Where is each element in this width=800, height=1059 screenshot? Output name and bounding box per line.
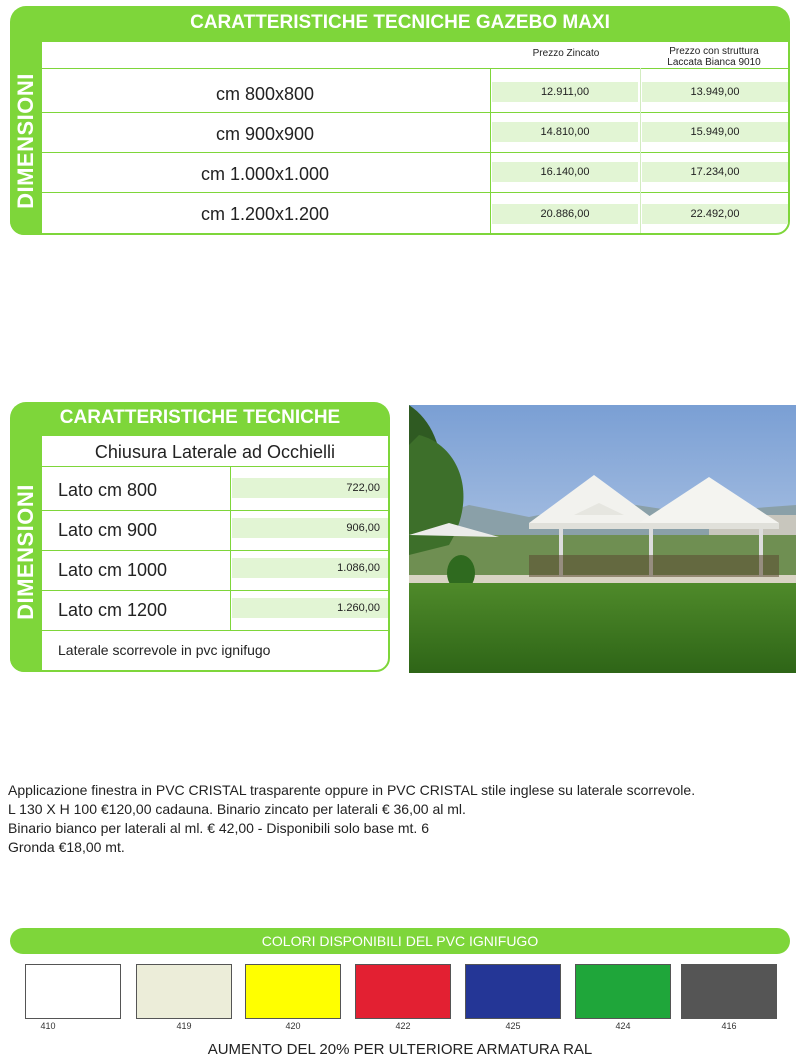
dimensions-side-tab <box>10 40 42 235</box>
info-line-3: Binario bianco per laterali al ml. € 42,00 - Disponibili solo base mt. 6 <box>8 820 429 836</box>
window-application-info <box>8 781 798 857</box>
color-code: 416 <box>721 1021 737 1031</box>
row-divider <box>42 590 388 591</box>
table-row: cm 1.200x1.200 <box>200 204 330 224</box>
color-swatch <box>136 964 232 1019</box>
closure-subtitle: Chiusura Laterale ad Occhielli <box>94 442 336 462</box>
row-divider <box>42 510 388 511</box>
price-laccata: 15.949,00 <box>642 122 788 142</box>
color-swatch <box>681 964 777 1019</box>
row-divider <box>42 68 788 69</box>
price-laccata: 13.949,00 <box>642 82 788 102</box>
gazebo-photo-illustration <box>409 405 796 673</box>
side-closure-table <box>10 434 390 672</box>
dimensions-side-label: DIMENSIONI <box>13 484 38 620</box>
color-swatch <box>355 964 451 1019</box>
row-divider <box>42 112 788 113</box>
price-laccata: 17.234,00 <box>642 162 788 182</box>
dimensions-side-tab <box>10 434 42 672</box>
table-row: cm 800x800 <box>215 84 315 104</box>
col-header-laccata-line1: Prezzo con struttura <box>669 46 759 57</box>
gazebo-photo <box>409 405 796 673</box>
ral-surcharge-note: AUMENTO DEL 20% PER ULTERIORE ARMATURA RAL <box>207 1041 593 1058</box>
price-zincato: 16.140,00 <box>492 162 638 182</box>
info-line-1: Applicazione finestra in PVC CRISTAL trasparente oppure in PVC CRISTAL stile inglese su laterale scorrevole. <box>8 782 696 798</box>
gazebo-maxi-title: CARATTERISTICHE TECNICHE GAZEBO MAXI <box>10 6 790 40</box>
row-divider <box>42 152 788 153</box>
sliding-side-note: Laterale scorrevole in pvc ignifugo <box>58 642 271 658</box>
table-row: cm 900x900 <box>215 124 315 144</box>
color-code: 410 <box>40 1021 56 1031</box>
info-line-4: Gronda €18,00 mt. <box>8 839 125 855</box>
row-divider <box>42 192 788 193</box>
gazebo-maxi-table <box>10 40 790 235</box>
color-code: 424 <box>615 1021 631 1031</box>
row-divider <box>42 630 388 631</box>
color-swatch <box>575 964 671 1019</box>
color-swatch <box>245 964 341 1019</box>
color-swatch <box>25 964 121 1019</box>
price-laccata: 22.492,00 <box>642 204 788 224</box>
list-item: Lato cm 900 <box>58 520 158 540</box>
color-code: 422 <box>395 1021 411 1031</box>
dimensions-side-label: DIMENSIONI <box>13 73 38 209</box>
colors-title: COLORI DISPONIBILI DEL PVC IGNIFUGO <box>10 928 790 954</box>
side-closure-title: CARATTERISTICHE TECNICHE <box>10 402 390 434</box>
color-code: 420 <box>285 1021 301 1031</box>
price-zincato: 20.886,00 <box>492 204 638 224</box>
column-divider <box>230 466 231 630</box>
list-item: Lato cm 800 <box>58 480 158 500</box>
list-item: Lato cm 1000 <box>58 560 168 580</box>
lato-price: 906,00 <box>232 518 388 538</box>
list-item: Lato cm 1200 <box>58 600 168 620</box>
lato-price: 722,00 <box>232 478 388 498</box>
color-code: 419 <box>176 1021 192 1031</box>
lato-price: 1.260,00 <box>232 598 388 618</box>
color-code: 425 <box>505 1021 521 1031</box>
col-header-zincato: Prezzo Zincato <box>532 48 600 59</box>
col-header-laccata-line2: Laccata Bianca 9010 <box>667 57 761 68</box>
price-zincato: 12.911,00 <box>492 82 638 102</box>
row-divider <box>42 466 388 467</box>
lato-price: 1.086,00 <box>232 558 388 578</box>
col-header-laccata <box>640 46 788 68</box>
price-zincato: 14.810,00 <box>492 122 638 142</box>
row-divider <box>42 550 388 551</box>
table-row: cm 1.000x1.000 <box>200 164 330 184</box>
color-swatch <box>465 964 561 1019</box>
column-divider <box>640 68 641 233</box>
column-divider <box>490 68 491 233</box>
info-line-2: L 130 X H 100 €120,00 cadauna. Binario zincato per laterali € 36,00 al ml. <box>8 801 466 817</box>
